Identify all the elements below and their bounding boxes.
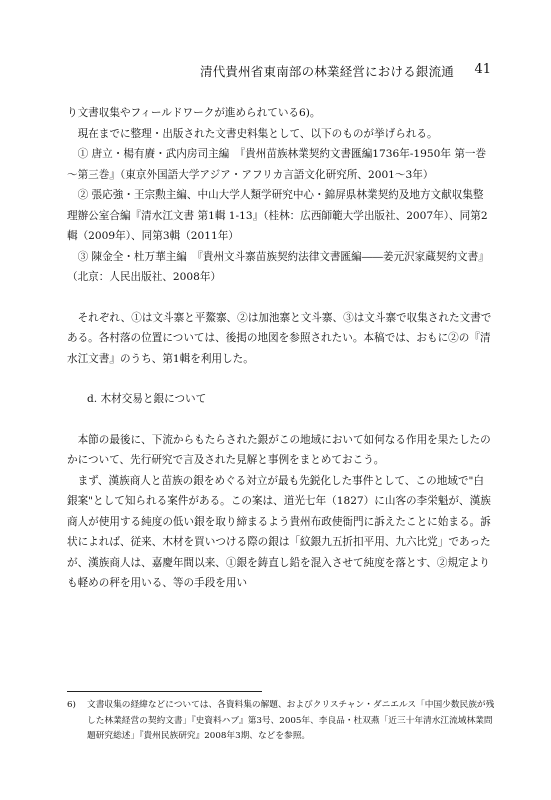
- source-item-3: ③ 陳金全・杜万華主編 『貴州文斗寨苗族契約法律文書匯編――姜元沢家蔵契約文書』（北京：人民出版社、2008年）: [67, 250, 489, 283]
- page-number: 41: [474, 62, 491, 77]
- paragraph-continuation: り文書収集やフィールドワークが進められている6)。: [67, 107, 321, 119]
- section-heading: d. 木材交易と銀について: [87, 393, 207, 405]
- paragraph-sources-summary: それぞれ、①は文斗寨と平鰲寨、②は加池寨と文斗寨、③は文斗寨で収集された文書である。各村落の位置については、後掲の地図を参照されたい。本稿では、おもに②の『清水江文書』のうち、第1輯を利用した。: [67, 311, 492, 365]
- paragraph-section-intro: 本節の最後に、下流からもたらされた銀がこの地域において如何なる作用を果たしたのかについて、先行研究で言及された見解と事例をまとめておこう。: [67, 433, 491, 466]
- body-text: [67, 103, 492, 594]
- footnote-divider: [67, 691, 262, 692]
- paragraph-intro: 現在までに整理・出版された文書史料集として、以下のものが挙げられる。: [77, 127, 438, 140]
- footnote-marker: 6): [67, 700, 76, 710]
- footnote: [67, 698, 497, 745]
- source-item-2: ② 張応強・王宗勲主編、中山大学人類学研究中心・錦屏県林業契約及地方文献収集整理辦公室合編『清水江文書 第1輯 1-13』（桂林：広西師範大学出版社、2007年）、同第2輯（2009年）、同第3輯（2011年）: [67, 189, 488, 242]
- footnote-text: 文書収集の経緯などについては、各資料集の解題、およびクリスチャン・ダニエルス「中国少数民族が残した林業経営の契約文書」『史資料ハブ』第3号、2005年、李良品・杜双燕「近三十年清水江流域林業問題研究総述」『貴州民族研究』2008年3期、などを参照。: [87, 700, 495, 741]
- page-header: [60, 62, 491, 82]
- running-title: 清代貴州省東南部の林業経営における銀流通: [200, 64, 455, 79]
- source-item-1: ① 唐立・楊有賡・武内房司主編 『貴州苗族林業契約文書匯編1736年-1950年 第一巻～第三巻』（東京外国語大学アジア・アフリカ言語文化研究所、2001～3年）: [67, 148, 487, 181]
- paragraph-silver-case: まず、漢族商人と苗族の銀をめぐる対立が最も先鋭化した事件として、この地域で"白銀案"として知られる案件がある。この案は、道光七年（1827）に山客の李栄魁が、漢族商人が使用する純度の低い銀を取り締まるよう貴州布政使衙門に訴えたことに始まる。訴状によれば、従来、木材を買いつける際の銀は「紋銀九五折扣平用、九六比党」であったが、漢族商人は、嘉慶年間以来、①銀を鋳直し鉛を混入させて純度を落とす、②規定よりも軽めの秤を用いる、等の手段を用い: [67, 474, 491, 589]
